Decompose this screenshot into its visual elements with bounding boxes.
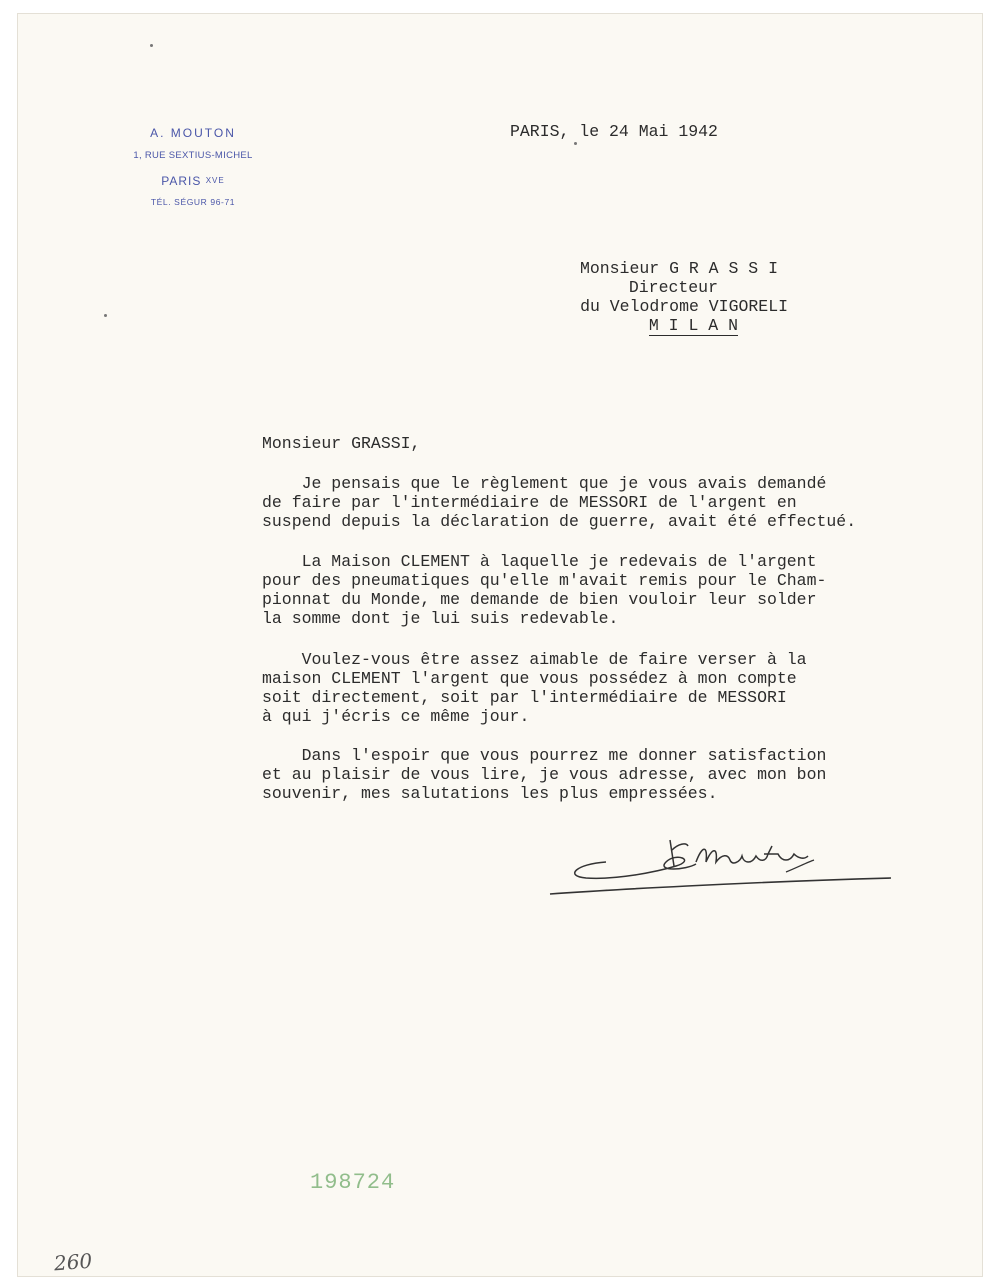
paragraph-line: pour des pneumatiques qu'elle m'avait remis pour le Cham- <box>262 571 827 590</box>
archive-stamp-number: 198724 <box>310 1170 396 1195</box>
paragraph-line: de faire par l'intermédiaire de MESSORI de l'argent en <box>262 493 797 512</box>
paragraph-4 <box>262 746 952 803</box>
signature-drawing <box>546 832 896 902</box>
paragraph-line: Je pensais que le règlement que je vous avais demandé <box>262 474 827 493</box>
letter-sheet <box>18 14 982 1276</box>
handwritten-margin-note: 260 <box>53 1248 93 1276</box>
recipient-name: Monsieur G R A S S I <box>579 259 778 278</box>
paper-speck <box>574 142 577 145</box>
letterhead-name: A. MOUTON <box>150 126 236 140</box>
paper-speck <box>104 314 107 317</box>
paragraph-3 <box>262 650 952 726</box>
paragraph-line: suspend depuis la déclaration de guerre, avait été effectué. <box>262 512 857 531</box>
paragraph-1 <box>262 474 952 531</box>
paragraph-line: à qui j'écris ce même jour. <box>262 707 530 726</box>
letterhead-phone: TÉL. SÉGUR 96-71 <box>150 197 236 207</box>
paragraph-line: soit directement, soit par l'intermédiaire de MESSORI <box>262 688 787 707</box>
letter-date: PARIS, le 24 Mai 1942 <box>510 122 718 141</box>
paragraph-line: souvenir, mes salutations les plus empressées. <box>262 784 718 803</box>
letterhead-city <box>78 174 308 188</box>
paragraph-line: Dans l'espoir que vous pourrez me donner satisfaction <box>262 746 827 765</box>
paragraph-line: et au plaisir de vous lire, je vous adresse, avec mon bon <box>262 765 827 784</box>
paragraph-line: Voulez-vous être assez aimable de faire verser à la <box>262 650 807 669</box>
recipient-title: Directeur <box>628 278 718 297</box>
paragraph-line: la somme dont je lui suis redevable. <box>262 609 619 628</box>
recipient-city <box>538 316 738 335</box>
letterhead-street: 1, RUE SEXTIUS-MICHEL <box>133 150 253 161</box>
paper-speck <box>150 44 153 47</box>
paragraph-line: maison CLEMENT l'argent que vous possédez à mon compte <box>262 669 797 688</box>
recipient-organization: du Velodrome VIGORELI <box>580 297 788 316</box>
paragraph-line: pionnat du Monde, me demande de bien vouloir leur solder <box>262 590 817 609</box>
paragraph-2 <box>262 552 952 628</box>
handwritten-signature <box>546 832 896 907</box>
paragraph-line: La Maison CLEMENT à laquelle je redevais de l'argent <box>262 552 817 571</box>
recipient-city-text: M I L A N <box>648 316 738 335</box>
letterhead-city-name: PARIS <box>161 174 202 188</box>
salutation: Monsieur GRASSI, <box>262 434 421 453</box>
letterhead-city-suffix: XVE <box>205 176 225 185</box>
